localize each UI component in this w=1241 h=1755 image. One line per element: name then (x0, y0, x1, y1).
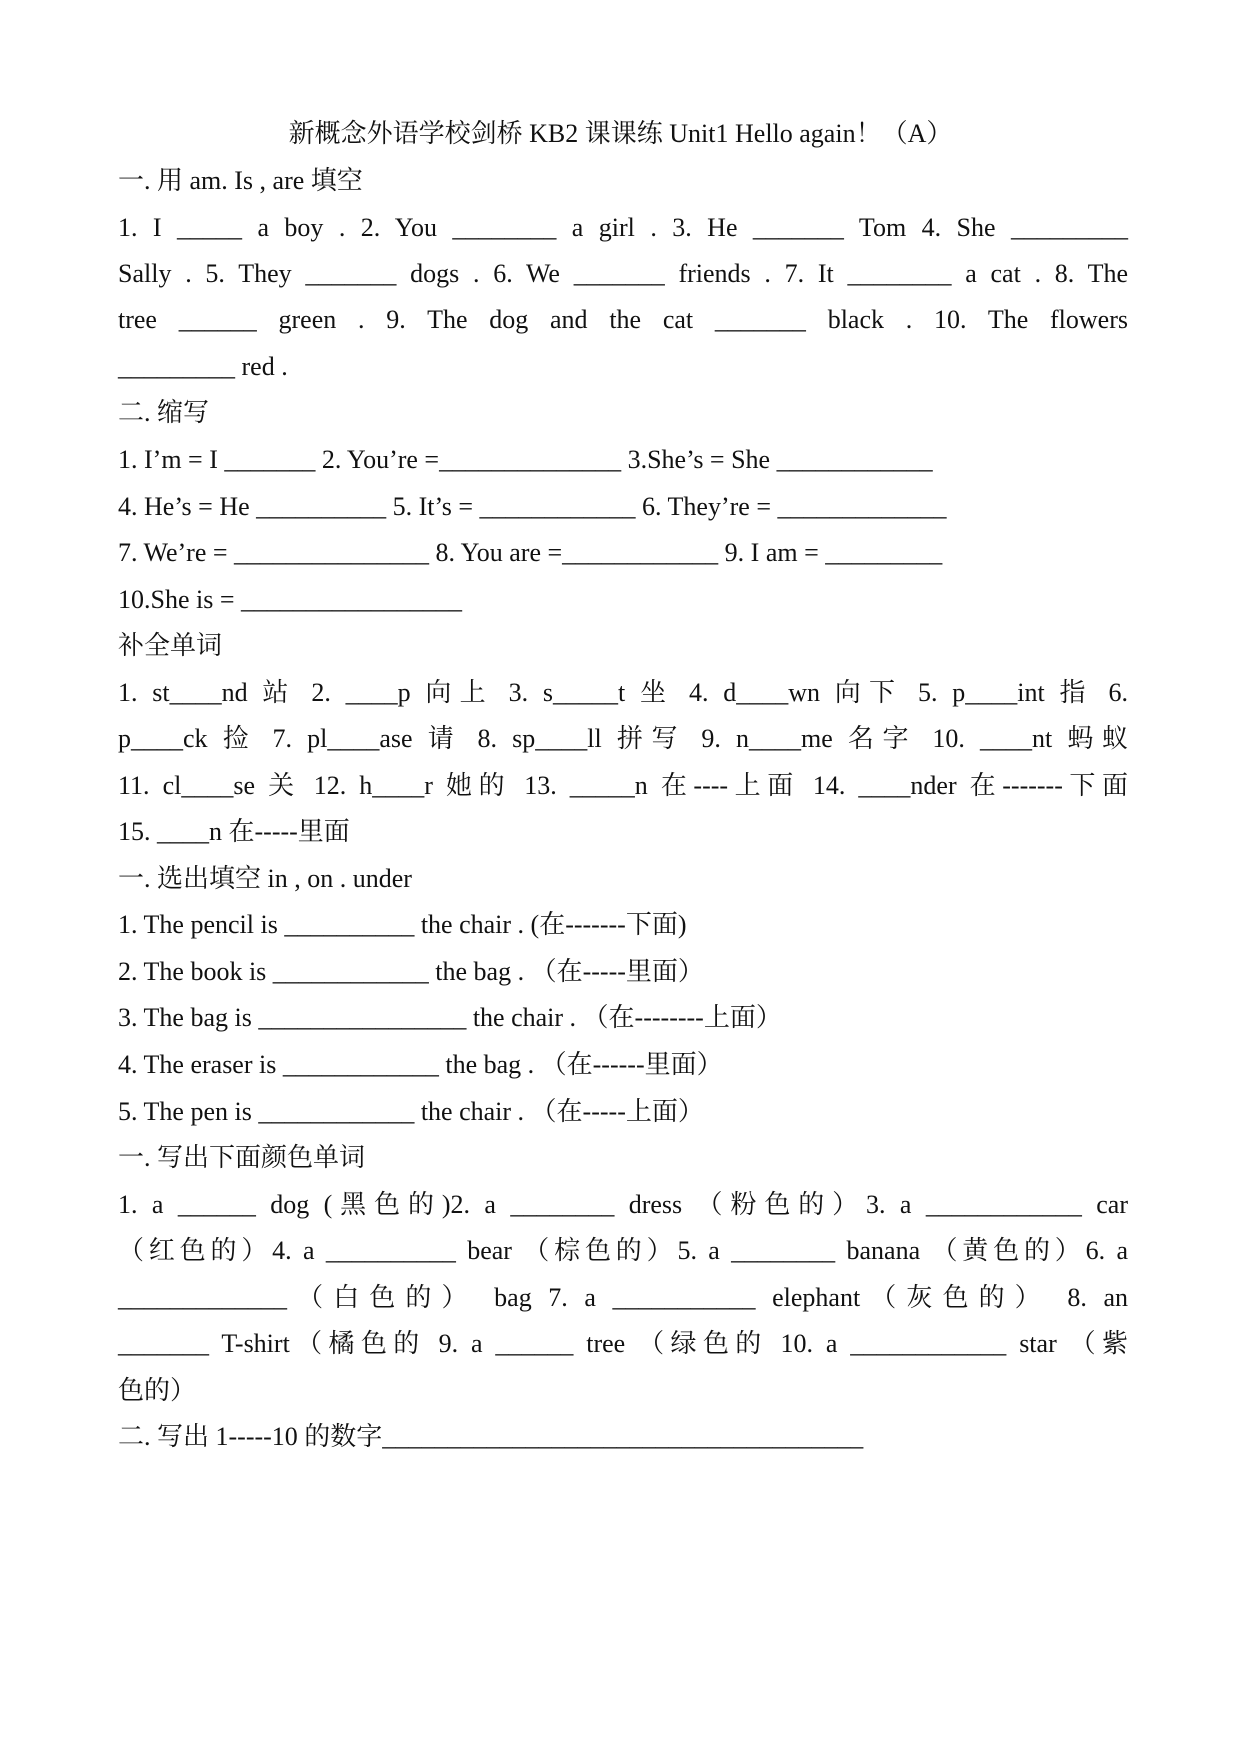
section-heading-prepositions: 一. 选出填空 in , on . under (118, 864, 412, 893)
exercise-line: 10.She is = _________________ (118, 585, 463, 614)
exercise-line: _____________（白色的） bag 7. a ___________ elephant（灰色的） 8. an (118, 1283, 1128, 1312)
section-heading-colors: 一. 写出下面颜色单词 (118, 1143, 366, 1172)
page-title: 新概念外语学校剑桥 KB2 课课练 Unit1 Hello again！（A） (288, 119, 953, 148)
exercise-line: 2. The book is ____________ the bag . （在-----里面） (118, 957, 704, 986)
exercise-line: Sally . 5. They _______ dogs . 6. We _______ friends . 7. It ________ a cat . 8. The (118, 259, 1128, 288)
section-heading-fill-verb: 一. 用 am. Is , are 填空 (118, 166, 363, 195)
exercise-line: 15. ____n 在-----里面 (118, 817, 350, 846)
exercise-line: 1. a ______ dog (黑色的)2. a ________ dress （粉色的）3. a ____________ car (118, 1190, 1128, 1219)
exercise-line: _______ T-shirt（橘色的 9. a ______ tree （绿色的 10. a ____________ star （紫 (118, 1329, 1128, 1358)
exercise-line: 色的） (118, 1376, 197, 1405)
section-heading-contractions: 二. 缩写 (118, 398, 210, 427)
exercise-line: p____ck 捡 7. pl____ase 请 8. sp____ll 拼写 9. n____me 名字 10. ____nt 蚂蚁 (118, 724, 1128, 753)
exercise-line: 7. We’re = _______________ 8. You are =____________ 9. I am = _________ (118, 538, 943, 567)
exercise-line: 1. I’m = I _______ 2. You’re =______________ 3.She’s = She ____________ (118, 445, 933, 474)
section-heading-complete-words: 补全单词 (118, 631, 223, 660)
section-heading-numbers: 二. 写出 1-----10 的数字_____________________________________ (118, 1422, 864, 1451)
exercise-line: 4. He’s = He __________ 5. It’s = ____________ 6. They’re = _____________ (118, 492, 947, 521)
exercise-line: 11. cl____se 关 12. h____r 她的 13. _____n 在----上面 14. ____nder 在-------下面 (118, 771, 1128, 800)
exercise-line: 4. The eraser is ____________ the bag . （在------里面） (118, 1050, 723, 1079)
exercise-line: 3. The bag is ________________ the chair . （在--------上面） (118, 1003, 782, 1032)
exercise-line: （红色的）4. a __________ bear （棕色的）5. a ________ banana （黄色的）6. a (118, 1236, 1128, 1265)
exercise-line: tree ______ green . 9. The dog and the cat _______ black . 10. The flowers (118, 305, 1128, 334)
exercise-line: 5. The pen is ____________ the chair . （在-----上面） (118, 1097, 704, 1126)
exercise-line: _________ red . (118, 352, 288, 381)
exercise-line: 1. The pencil is __________ the chair . (在-------下面) (118, 910, 687, 939)
exercise-line: 1. I _____ a boy . 2. You ________ a girl . 3. He _______ Tom 4. She _________ (118, 213, 1128, 242)
exercise-line: 1. st____nd 站 2. ____p 向上 3. s_____t 坐 4. d____wn 向下 5. p____int 指 6. (118, 678, 1128, 707)
